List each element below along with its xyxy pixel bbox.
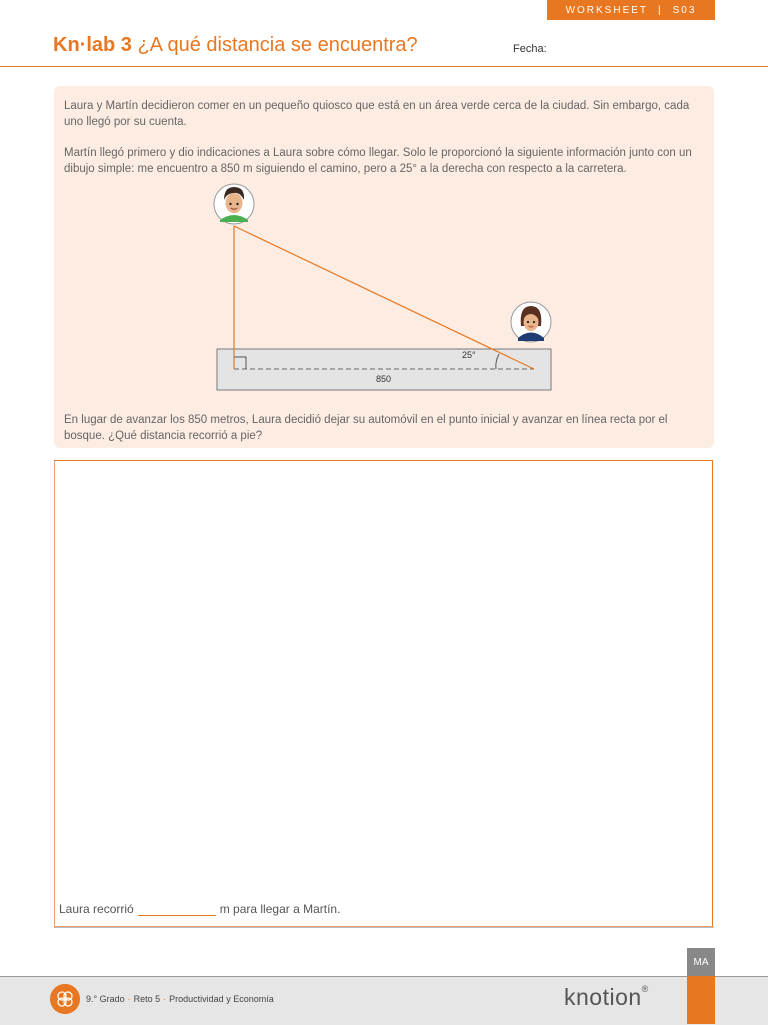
problem-paragraph-2: Martín llegó primero y dio indicaciones a Laura sobre cómo llegar. Solo le proporcionó la siguiente información junto con un dibujo simple: me encuentro a 850 m siguiendo el camino, pero a 25° a la derecha con respecto a la carretera. [64, 147, 692, 175]
problem-paragraph-3: En lugar de avanzar los 850 metros, Laura decidió dejar su automóvil en el punto inicial y avanzar en línea recta por el bosque. ¿Qué distancia recorrió a pie? [64, 414, 668, 442]
answer-suffix: m para llegar a Martín. [219, 902, 341, 916]
date-label: Fecha: [513, 43, 547, 55]
answer-prefix: Laura recorrió [59, 902, 134, 916]
distance-diagram [54, 86, 714, 448]
answer-blank-field[interactable] [138, 901, 216, 916]
header-divider [0, 66, 768, 67]
problem-paragraph-1: Laura y Martín decidieron comer en un pequeño quiosco que está en un área verde cerca de la ciudad. Sin embargo, cada uno llegó por su cuenta. [64, 100, 690, 128]
brand-name: knotion [564, 984, 642, 1010]
footer-course-info: 9.° Grado · Reto 5 · Productividad y Economía [86, 994, 274, 1004]
worksheet-tag-code: S03 [672, 4, 697, 16]
distance-label: 850 [376, 374, 392, 384]
laura-avatar-icon [511, 302, 551, 342]
footer-accent-bar [687, 976, 715, 1024]
martin-avatar-icon [214, 184, 254, 224]
footer-subject: Productividad y Economía [169, 994, 274, 1004]
worksheet-tag-label: WORKSHEET [565, 4, 649, 16]
angle-label: 25° [462, 350, 476, 360]
answer-work-area[interactable] [54, 460, 713, 927]
footer-challenge: Reto 5 [133, 994, 161, 1004]
page-title-lab: Kn·lab 3 [53, 34, 132, 56]
page-title [53, 34, 418, 57]
brand-wordmark [564, 984, 649, 1011]
answer-divider [54, 927, 714, 928]
page-title-text: ¿A qué distancia se encuentra? [137, 34, 418, 56]
knotion-logo-icon [50, 984, 80, 1014]
forest-path-line [234, 226, 534, 369]
worksheet-tag-separator: | [658, 4, 663, 16]
section-badge: MA [687, 948, 715, 976]
worksheet-tag [547, 0, 715, 20]
answer-sentence [59, 901, 340, 916]
footer-grade: 9.° Grado [86, 994, 125, 1004]
brand-registered-mark: ® [641, 984, 649, 994]
problem-statement [54, 86, 714, 448]
